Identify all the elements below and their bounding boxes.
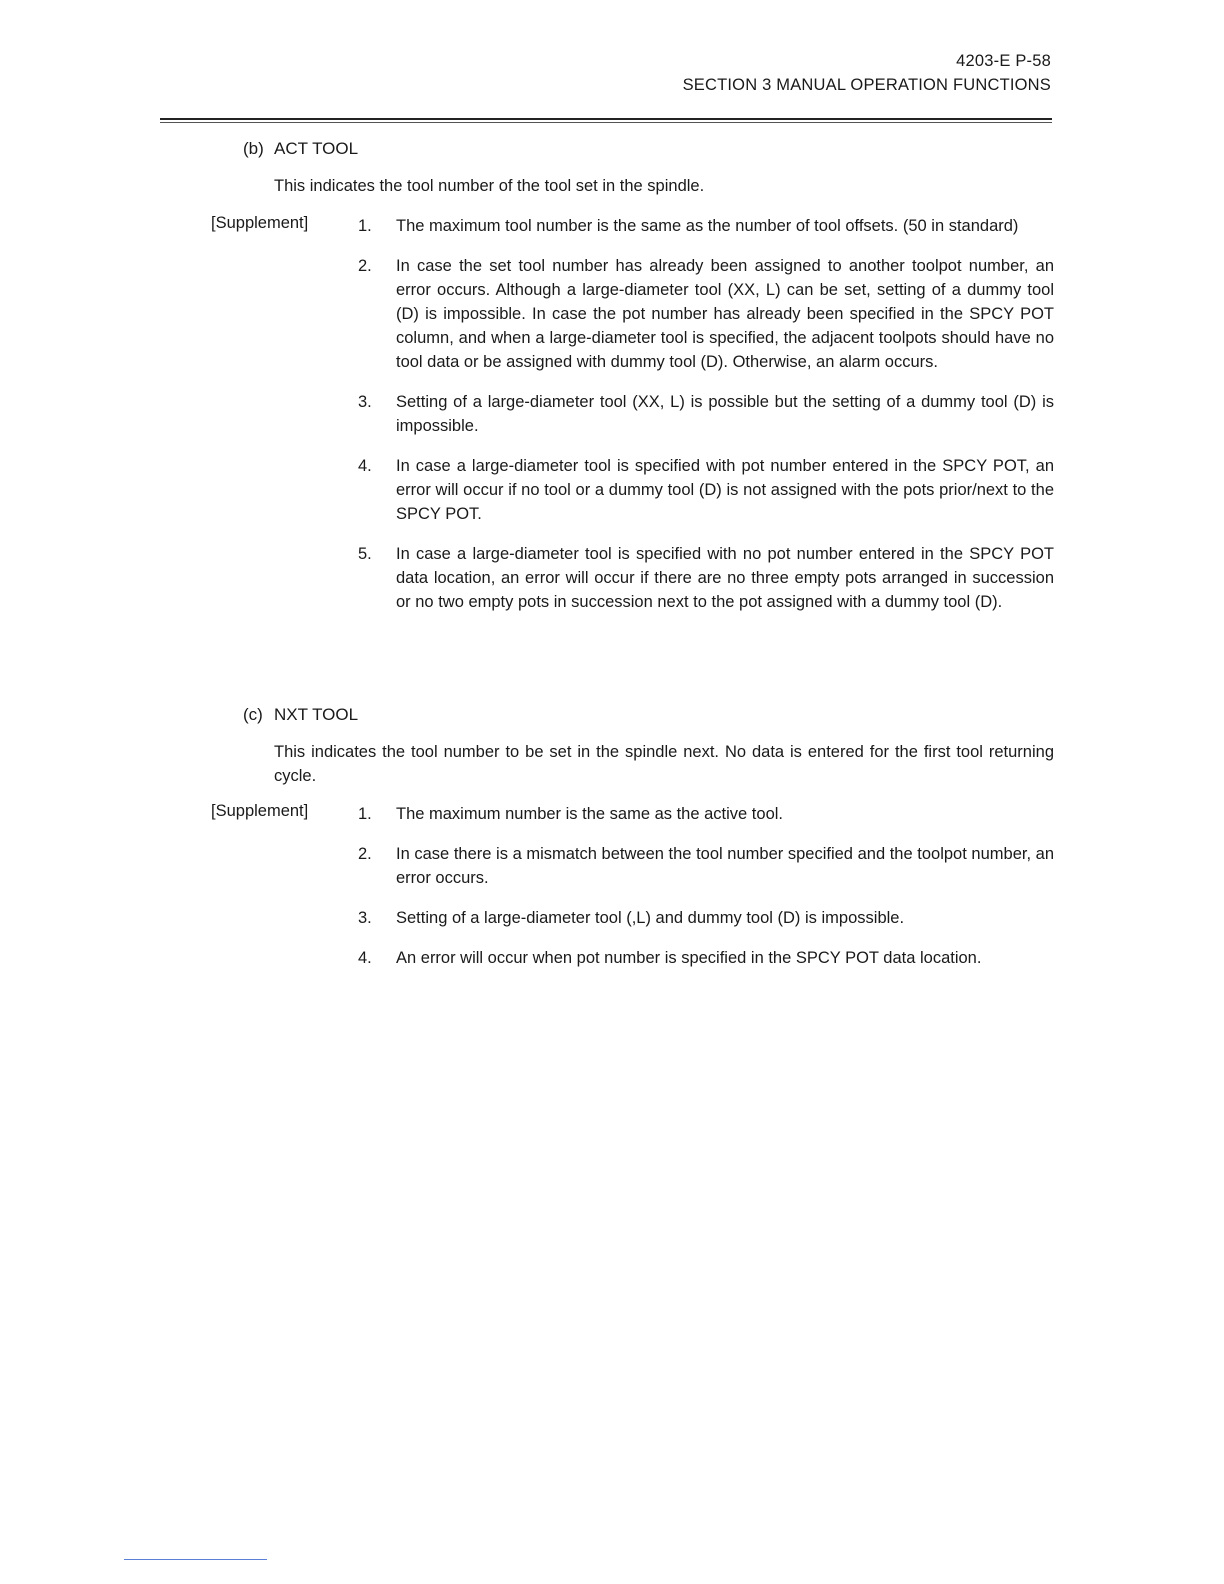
section-b-label: (b) [243,139,264,158]
list-item-text: In case the set tool number has already been assigned to another toolpot number, an error occurs. Although a large-diameter tool (XX, L) can be set, setting of a dummy tool (D) is impossible. In case the pot number has already been specified in the SPCY POT column, and when a large-diameter tool is specified, the adjacent toolpots should have no tool data or be assigned with dummy tool (D). Otherwise, an alarm occurs. [396,257,1054,371]
list-item: 4. In case a large-diameter tool is specified with pot number entered in the SPCY POT, an error will occur if no tool or a dummy tool (D) is not assigned with the pots prior/next to the SPCY POT. [358,457,1054,523]
list-item: 1. The maximum number is the same as the active tool. [358,805,783,823]
list-item: 2. In case the set tool number has already been assigned to another toolpot number, an error occurs. Although a large-diameter tool (XX, L) can be set, setting of a dummy tool (D) is impossible. In case the pot number has already been specified in the SPCY POT column, and when a large-diameter tool is specified, the adjacent toolpots should have no tool data or be assigned with dummy tool (D). Otherwise, an alarm occurs. [358,257,1054,371]
list-item-text: The maximum tool number is the same as the number of tool offsets. (50 in standard) [396,217,1019,235]
list-item-text: In case there is a mismatch between the tool number specified and the toolpot number, an error occurs. [396,845,1054,887]
section-b-supplement-list [356,214,1054,630]
footer-line [124,1559,267,1560]
section-header: SECTION 3 MANUAL OPERATION FUNCTIONS [682,76,1051,94]
section-c-title: NXT TOOL [274,705,359,724]
header-rule-thin [160,122,1052,123]
header-rule [160,118,1052,120]
section-b-intro: This indicates the tool number of the tool set in the spindle. [274,177,705,195]
list-item-text: Setting of a large-diameter tool (XX, L) is possible but the setting of a dummy tool (D) is impossible. [396,393,1054,435]
section-c-heading [243,705,358,725]
section-b-supplement-label: [Supplement] [211,214,309,232]
list-item-text: An error will occur when pot number is specified in the SPCY POT data location. [396,949,982,967]
section-c-label: (c) [243,705,263,724]
section-b-heading [243,139,358,159]
list-item: 3. Setting of a large-diameter tool (,L) and dummy tool (D) is impossible. [358,909,905,927]
list-item: 4. An error will occur when pot number is specified in the SPCY POT data location. [358,949,982,967]
list-item: 1. The maximum tool number is the same as the number of tool offsets. (50 in standard) [358,217,1019,235]
section-c-supplement-list [356,802,1054,986]
list-item: 3. Setting of a large-diameter tool (XX, L) is possible but the setting of a dummy tool (D) is impossible. [358,393,1054,435]
list-item: 2. In case there is a mismatch between the tool number specified and the toolpot number, an error occurs. [358,845,1054,887]
list-item: 5. In case a large-diameter tool is specified with no pot number entered in the SPCY POT data location, an error will occur if there are no three empty pots arranged in succession or no two empty pots in succession next to the pot assigned with a dummy tool (D). [358,545,1054,611]
section-c-intro: This indicates the tool number to be set in the spindle next. No data is entered for the first tool returning cycle. [274,743,1054,785]
section-c-supplement-label: [Supplement] [211,802,309,820]
section-b-title: ACT TOOL [274,139,359,158]
document-page-number: 4203-E P-58 [956,52,1051,70]
list-item-text: The maximum number is the same as the active tool. [396,805,783,823]
list-item-text: Setting of a large-diameter tool (,L) and dummy tool (D) is impossible. [396,909,905,927]
list-item-text: In case a large-diameter tool is specified with pot number entered in the SPCY POT, an error will occur if no tool or a dummy tool (D) is not assigned with the pots prior/next to the SPCY POT. [396,457,1054,523]
list-item-text: In case a large-diameter tool is specified with no pot number entered in the SPCY POT data location, an error will occur if there are no three empty pots arranged in succession or no two empty pots in succession next to the pot assigned with a dummy tool (D). [396,545,1054,611]
